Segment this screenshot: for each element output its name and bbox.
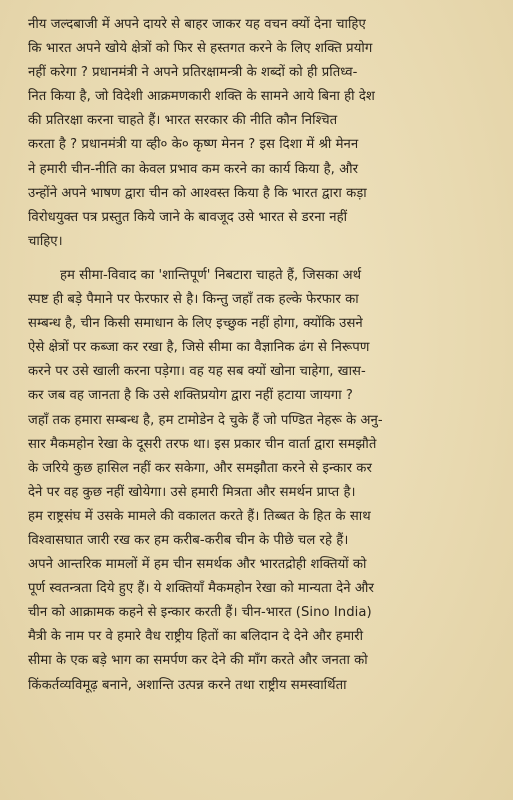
text-line: हम राष्ट्रसंघ में उसके मामले की वकालत करते हैं। तिब्बत के हित के साथ — [28, 508, 371, 524]
text-line: ऐसे क्षेत्रों पर कब्जा कर रखा है, जिसे सीमा का वैज्ञानिक ढंग से निरूपण — [28, 340, 370, 356]
text-line: करने पर उसे खाली करना पड़ेगा। वह यह सब क्यों खोना चाहेगा, खास- — [28, 364, 366, 380]
text-line: जहाँ तक हमारा सम्बन्ध है, हम टामोडेन दे चुके हैं जो पण्डित नेहरू के अनु- — [28, 412, 383, 428]
text-line: अपने आन्तरिक मामलों में हम चीन समर्थक और भारतद्रोही शक्तियों को — [28, 557, 367, 573]
text-line: मैत्री के नाम पर वे हमारे वैध राष्ट्रीय हितों का बलिदान दे देने और हमारी — [28, 629, 364, 645]
text-line-indented: हम सीमा-विवाद का 'शान्तिपूर्ण' निबटारा चाहते हैं, जिसका अर्थ — [60, 267, 362, 283]
text-line: पूर्ण स्वतन्त्रता दिये हुए हैं। ये शक्तियाँ मैकमहोन रेखा को मान्यता देने और — [28, 581, 374, 597]
paragraph-gap — [28, 254, 503, 264]
text-line: के जरिये कुछ हासिल नहीं कर सकेगा, और समझौता करने से इन्कार कर — [28, 460, 372, 476]
text-line: देने पर वह कुछ नहीं खोयेगा। उसे हमारी मित्रता और समर्थन प्राप्त है। — [28, 484, 356, 500]
text-line: सीमा के एक बड़े भाग का समर्पण कर देने की माँग करते और जनता को — [28, 653, 368, 669]
text-line: की प्रतिरक्षा करना चाहते हैं। भारत सरकार की नीति कौन निश्चित — [28, 113, 338, 129]
text-line: सम्बन्ध है, चीन किसी समाधान के लिए इच्छुक नहीं होगा, क्योंकि उसने — [28, 316, 363, 332]
text-line: किंकर्तव्यविमूढ़ बनाने, अशान्ति उत्पन्न करने तथा राष्ट्रीय समस्वार्थिता — [28, 677, 347, 693]
text-line: ने हमारी चीन-नीति का केवल प्रभाव कम करने का कार्य किया है, और — [28, 161, 359, 177]
text-line: नित किया है, जो विदेशी आक्रमणकारी शक्ति के सामने आये बिना ही देश — [28, 89, 375, 105]
text-line: उन्होंने अपने भाषण द्वारा चीन को आश्वस्त किया है कि भारत द्वारा कड़ा — [28, 185, 367, 201]
text-line: विश्वासघात जारी रख कर हम करीब-करीब चीन के पीछे चल रहे हैं। — [28, 532, 349, 548]
text-line: विरोधयुक्त पत्र प्रस्तुत किये जाने के बावजूद उसे भारत से डरना नहीं — [28, 209, 348, 225]
text-line: नहीं करेगा ? प्रधानमंत्री ने अपने प्रतिरक्षामन्त्री के शब्दों को ही प्रतिध्व- — [28, 65, 358, 81]
text-line: कर जब वह जानता है कि उसे शक्तिप्रयोग द्वारा नहीं हटाया जायगा ? — [28, 388, 353, 404]
text-line: चीन को आक्रामक कहने से इन्कार करती हैं। चीन-भारत (Sino India) — [28, 605, 372, 621]
text-line: स्पष्ट ही बड़े पैमाने पर फेरफार से है। किन्तु जहाँ तक हल्के फेरफार का — [28, 292, 359, 308]
text-line: चाहिए। — [28, 233, 63, 249]
text-line: सार मैकमहोन रेखा के दूसरी तरफ था। इस प्रकार चीन वार्ता द्वारा समझौते — [28, 436, 377, 452]
paragraph-2 — [28, 264, 503, 698]
text-line: नीय जल्दबाजी में अपने दायरे से बाहर जाकर यह वचन क्यों देना चाहिए — [28, 17, 366, 32]
paragraph-1 — [28, 13, 503, 254]
text-line: करता है ? प्रधानमंत्री या व्ही० के० कृष्ण मेनन ? इस दिशा में श्री मेनन — [28, 137, 359, 153]
text-line: कि भारत अपने खोये क्षेत्रों को फिर से हस्तगत करने के लिए शक्ति प्रयोग — [28, 41, 373, 57]
